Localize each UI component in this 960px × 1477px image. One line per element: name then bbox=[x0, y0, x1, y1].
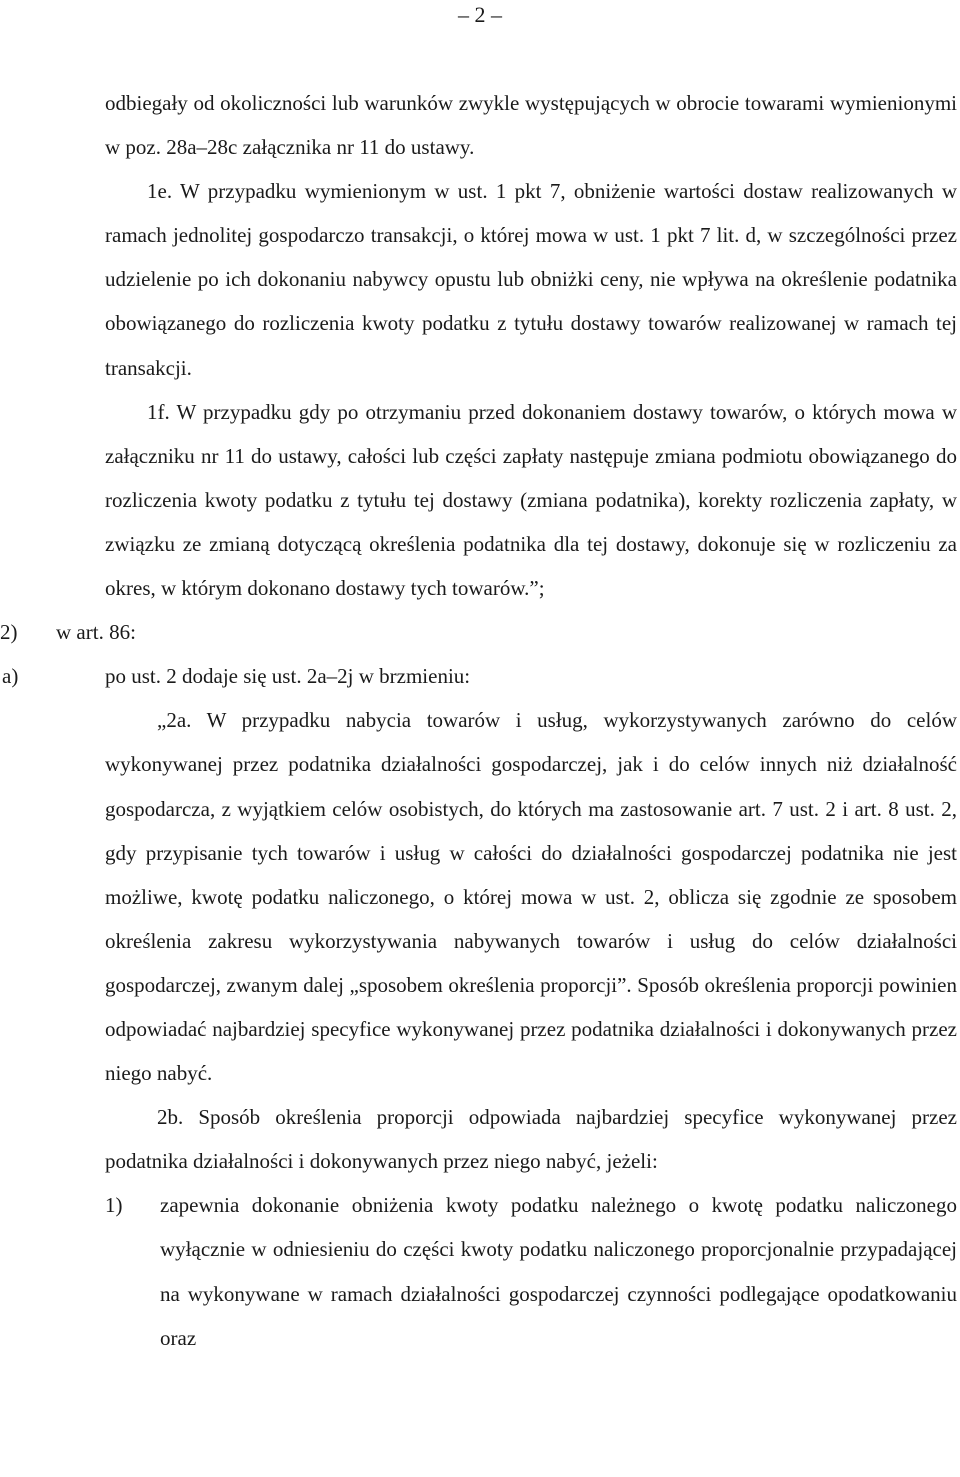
list-item-sub-a bbox=[0, 654, 960, 698]
paragraph-2b: 2b. Sposób określenia proporcji odpowiada najbardziej specyfice wykonywanej przez podatnika działalności i dokonywanych przez niego nabyć, jeżeli: bbox=[105, 1105, 957, 1174]
paragraph-2a: „2a. W przypadku nabycia towarów i usług, wykorzystywanych zarówno do celów wykonywanej przez podatnika działalności gospodarczej, jak i do celów innych niż działalność gospodarcza, z wyjątkiem celów osobistych, do których ma zastosowanie art. 7 ust. 2 i art. 8 ust. 2, gdy przypisanie tych towarów i usług w całości do działalności gospodarczej podatnika nie jest możliwe, kwotę podatku naliczonego, o której mowa w ust. 2, oblicza się zgodnie ze sposobem określenia zakresu wykorzystywania nabywanych towarów i usług do celów działalności gospodarczej, zwanym dalej „sposobem określenia proporcji”. Sposób określenia proporcji powinien odpowiadać najbardziej specyfice wykonywanej przez podatnika działalności i dokonywanych przez niego nabyć. bbox=[105, 708, 957, 1086]
list-marker: 2) bbox=[0, 620, 18, 645]
list-item-art-86 bbox=[0, 610, 960, 654]
list-item-1 bbox=[0, 1183, 960, 1359]
paragraph-continuation: odbiegały od okoliczności lub warunków zwykle występujących w obrocie towarami wymienionymi w poz. 28a–28c załącznika nr 11 do ustawy. bbox=[105, 91, 957, 160]
paragraph-1f: 1f. W przypadku gdy po otrzymaniu przed dokonaniem dostawy towarów, o których mowa w załączniku nr 11 do ustawy, całości lub części zapłaty następuje zmiana podmiotu obowiązanego do rozliczenia kwoty podatku z tytułu tej dostawy (zmiana podatnika), korekty rozliczenia zapłaty, w związku ze zmianą dotyczącą określenia podatnika dla tej dostawy, dokonuje się w rozliczeniu za okres, w którym dokonano dostawy tych towarów.”; bbox=[105, 399, 957, 601]
document-body bbox=[0, 81, 960, 1360]
list-item-text: po ust. 2 dodaje się ust. 2a–2j w brzmieniu: bbox=[105, 664, 471, 689]
list-marker: a) bbox=[2, 664, 19, 689]
list-item-text: w art. 86: bbox=[56, 620, 136, 645]
page-number: ‒ 2 ‒ bbox=[458, 2, 502, 27]
list-item-text: zapewnia dokonanie obniżenia kwoty podatku należnego o kwotę podatku naliczonego wyłącznie w odniesieniu do części kwoty podatku naliczonego proporcjonalnie przypadającej na wykonywane w ramach działalności gospodarczej czynności podlegające opodatkowaniu oraz bbox=[160, 1193, 957, 1350]
paragraph-1e: 1e. W przypadku wymienionym w ust. 1 pkt 7, obniżenie wartości dostaw realizowanych w ramach jednolitej gospodarczo transakcji, o której mowa w ust. 1 pkt 7 lit. d, w szczególności przez udzielenie po ich dokonaniu nabywcy opustu lub obniżki ceny, nie wpływa na określenie podatnika obowiązanego do rozliczenia kwoty podatku z tytułu dostawy towarów realizowanej w ramach tej transakcji. bbox=[105, 179, 957, 380]
list-marker: 1) bbox=[105, 1193, 123, 1218]
